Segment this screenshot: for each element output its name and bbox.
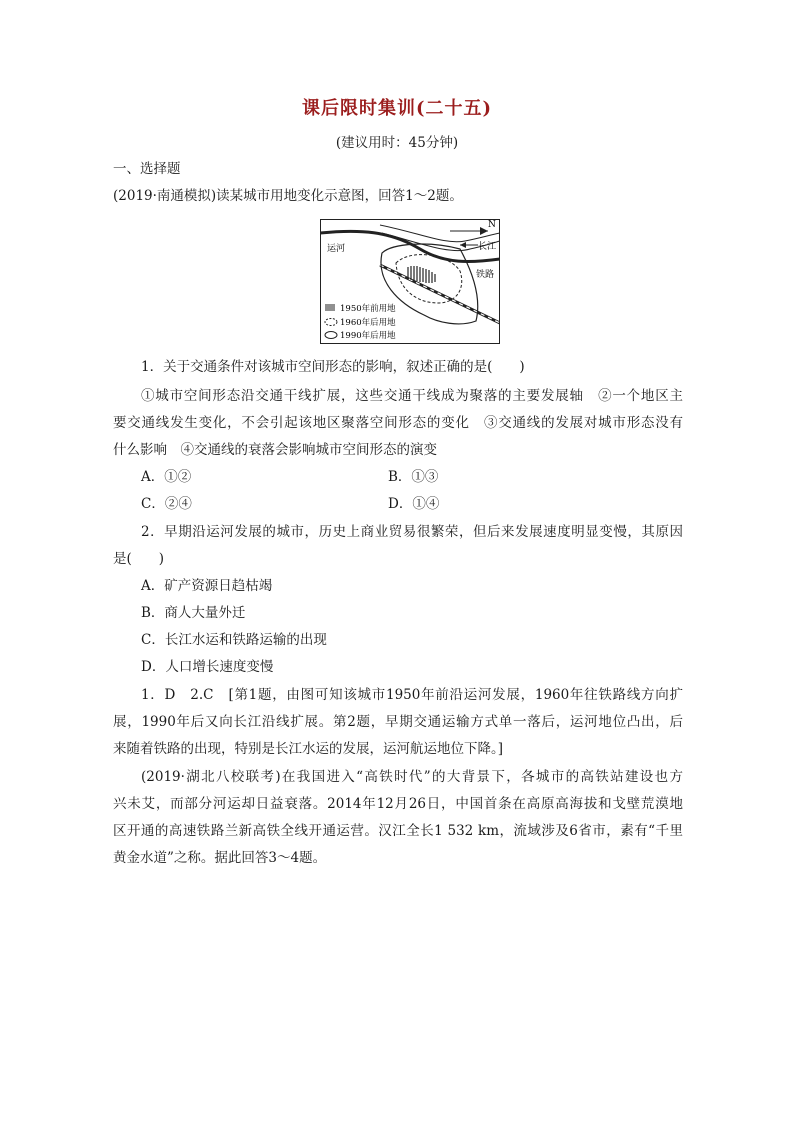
- answer-explanation-line: 展，1990年后又向长江沿线扩展。第2题，早期交通运输方式单一落后，运河地位凸出，后: [113, 714, 683, 730]
- q2-stem: 2．早期沿运河发展的城市，历史上商业贸易很繁荣，但后来发展速度明显变慢，其原因: [141, 524, 683, 540]
- q1-body-line: ①城市空间形态沿交通干线扩展，这些交通干线成为聚落的主要发展轴 ②一个地区主: [141, 388, 683, 404]
- q1-body-line: 什么影响 ④交通线的衰落会影响城市空间形态的演变: [113, 442, 437, 458]
- question-intro-2: (2019·湖北八校联考)在我国进入“高铁时代”的大背景下，各城市的高铁站建设也方: [141, 769, 683, 785]
- canal-label: 运河: [327, 244, 346, 254]
- yangtze-label: 长江: [478, 242, 497, 252]
- legend-1950: 1950年前用地: [340, 304, 396, 314]
- legend-1990: 1990年后用地: [340, 331, 396, 341]
- time-suggestion: (建议用时：45分钟): [335, 135, 459, 151]
- q1-option-d: D．①④: [388, 496, 440, 512]
- answer-explanation-line: 来随着铁路的出现，特别是长江水运的发展，运河航运地位下降。]: [113, 741, 504, 757]
- answer-explanation-line: 1．D 2.C [第1题，由图可知该城市1950年前沿运河发展，1960年往铁路线方向扩: [141, 687, 683, 703]
- q2-option-d: D．人口增长速度变慢: [141, 659, 274, 675]
- question-intro-2: 兴未艾，而部分河运却日益衰落。2014年12月26日，中国首条在高原高海拔和戈壁荒漠地: [113, 796, 683, 812]
- legend-1960: 1960年后用地: [340, 318, 396, 328]
- railway-label: 铁路: [476, 270, 495, 280]
- q2-option-c: C．长江水运和铁路运输的出现: [141, 632, 327, 648]
- north-label: N: [488, 220, 496, 230]
- question-intro-2: 区开通的高速铁路兰新高铁全线开通运营。汉江全长1 532 km，流域涉及6省市，素有“千里: [113, 823, 683, 839]
- question-intro-1: (2019·南通模拟)读某城市用地变化示意图，回答1～2题。: [113, 188, 463, 204]
- q1-stem: 1．关于交通条件对该城市空间形态的影响，叙述正确的是( ): [141, 359, 525, 375]
- q2-option-b: B．商人大量外迁: [141, 605, 246, 621]
- land-use-map: [320, 219, 500, 344]
- question-intro-2: 黄金水道”之称。据此回答3～4题。: [113, 850, 327, 866]
- q1-option-a: A．①②: [141, 469, 192, 485]
- q1-option-b: B．①③: [388, 469, 439, 485]
- land-use-map-figure: [320, 219, 500, 344]
- q1-body-line: 要交通线发生变化，不会引起该地区聚落空间形态的变化 ③交通线的发展对城市形态没有: [113, 415, 683, 431]
- page-title: 课后限时集训(二十五): [301, 98, 493, 119]
- q1-option-c: C．②④: [141, 496, 192, 512]
- section-heading: 一、选择题: [113, 161, 181, 177]
- q2-option-a: A．矿产资源日趋枯竭: [141, 578, 273, 594]
- q2-stem: 是( ): [113, 551, 165, 567]
